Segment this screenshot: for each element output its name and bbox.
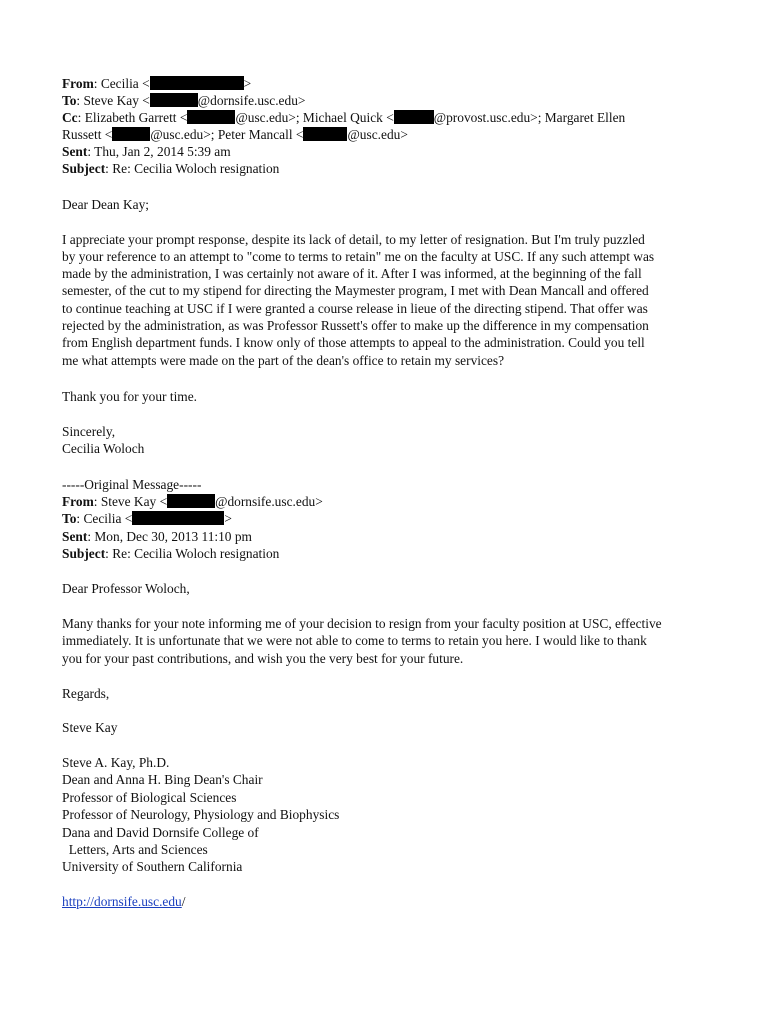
signature-line: Professor of Biological Sciences [62, 790, 237, 805]
subject-label: Subject [62, 546, 106, 561]
body-line: immediately. It is unfortunate that we were not able to come to terms to retain you here. I would like to thank [62, 633, 647, 648]
from-label: From [62, 76, 94, 91]
body-line: by your reference to an attempt to "come to terms to retain" me on the faculty at USC. If any such attempt was [62, 249, 655, 264]
body-line: from English department funds. I know only of those attempts to appeal to the administration. Could you tell [62, 335, 645, 350]
to-label: To [62, 93, 77, 108]
redaction-bar [150, 93, 198, 107]
sent-label: Sent [62, 529, 88, 544]
header-from-line: From: Cecilia < > [62, 76, 252, 91]
header-subject-line: Subject: Re: Cecilia Woloch resignation [62, 546, 280, 561]
body-line: rejected by the administration, as was Professor Russett's offer to make up the difference in my compensation [62, 318, 649, 333]
signature-name: Cecilia Woloch [62, 441, 145, 456]
signature-line: Dana and David Dornsife College of [62, 825, 259, 840]
redaction-bar [303, 127, 347, 141]
thanks-line: Thank you for your time. [62, 389, 197, 404]
website-link[interactable]: http://dornsife.usc.edu [62, 894, 182, 909]
body-line: me what attempts were made on the part of the dean's office to retain my services? [62, 353, 505, 368]
cc-part: @usc.edu> [347, 127, 408, 142]
body-line: made by the administration, I was certainly not aware of it. After I was informed, at the beginning of the fall [62, 266, 642, 281]
cc-part: @usc.edu>; Peter Mancall < [150, 127, 304, 142]
redaction-bar [132, 511, 224, 525]
sent-label: Sent [62, 144, 88, 159]
cc-part: Elizabeth Garrett < [84, 110, 188, 125]
header-from-line: From: Steve Kay < @dornsife.usc.edu> [62, 494, 323, 509]
header-sent-line: Sent: Thu, Jan 2, 2014 5:39 am [62, 144, 231, 159]
signature-line: Steve A. Kay, Ph.D. [62, 755, 170, 770]
body-line: to continue teaching at USC if I were granted a course release in lieue of the directing stipend. That offer was [62, 301, 648, 316]
redaction-bar [112, 127, 150, 141]
original-message-separator: -----Original Message----- [62, 477, 202, 492]
from-name: Steve Kay < [100, 494, 168, 509]
sent-value: Mon, Dec 30, 2013 11:10 pm [94, 529, 252, 544]
from-name: Cecilia < [100, 76, 150, 91]
body-line: you for your past contributions, and wish you the very best for your future. [62, 651, 464, 666]
greeting: Dear Dean Kay; [62, 197, 149, 212]
cc-label: Cc [62, 110, 78, 125]
from-label: From [62, 494, 94, 509]
from-end: > [243, 76, 252, 91]
redaction-bar [187, 110, 235, 124]
body-line: I appreciate your prompt response, despite its lack of detail, to my letter of resignation. But I'm truly puzzled [62, 232, 645, 247]
to-domain: @dornsife.usc.edu> [197, 93, 306, 108]
closing: Sincerely, [62, 424, 116, 439]
header-to-line: To: Cecilia < > [62, 511, 232, 526]
body-line: semester, of the cut to my stipend for directing the Maymester program, I met with Dean Mancall and offered [62, 283, 649, 298]
to-name: Cecilia < [83, 511, 133, 526]
cc-part: @usc.edu>; Michael Quick < [235, 110, 394, 125]
cc-part: @provost.usc.edu>; Margaret Ellen [433, 110, 626, 125]
signature-line: University of Southern California [62, 859, 243, 874]
subject-value: Re: Cecilia Woloch resignation [112, 546, 280, 561]
header-subject-line: Subject: Re: Cecilia Woloch resignation [62, 161, 280, 176]
redaction-bar [167, 494, 215, 508]
redaction-bar [150, 76, 244, 90]
subject-value: Re: Cecilia Woloch resignation [112, 161, 280, 176]
header-sent-line: Sent: Mon, Dec 30, 2013 11:10 pm [62, 529, 252, 544]
website-line [62, 893, 186, 910]
to-end: > [224, 511, 232, 526]
header-to-line: To: Steve Kay < @dornsife.usc.edu> [62, 93, 306, 108]
body-line: Many thanks for your note informing me of your decision to resign from your faculty position at USC, effective [62, 616, 662, 631]
to-label: To [62, 511, 77, 526]
redaction-bar [394, 110, 434, 124]
link-trailing-slash: / [181, 894, 186, 909]
from-domain: @dornsife.usc.edu> [215, 494, 323, 509]
subject-label: Subject [62, 161, 106, 176]
sent-value: Thu, Jan 2, 2014 5:39 am [94, 144, 231, 159]
greeting: Dear Professor Woloch, [62, 581, 190, 596]
signature-line: Professor of Neurology, Physiology and Biophysics [62, 807, 340, 822]
header-cc-line: Cc: Elizabeth Garrett < @usc.edu>; Michael Quick < @provost.usc.edu>; Margaret Ellen [62, 110, 626, 125]
regards: Regards, [62, 686, 110, 701]
cc-part: Russett < [62, 127, 113, 142]
signer-name: Steve Kay [62, 720, 118, 735]
signature-line: Dean and Anna H. Bing Dean's Chair [62, 772, 263, 787]
header-cc-line-2 [62, 126, 408, 143]
signature-line: Letters, Arts and Sciences [62, 842, 208, 857]
to-name: Steve Kay < [83, 93, 150, 108]
